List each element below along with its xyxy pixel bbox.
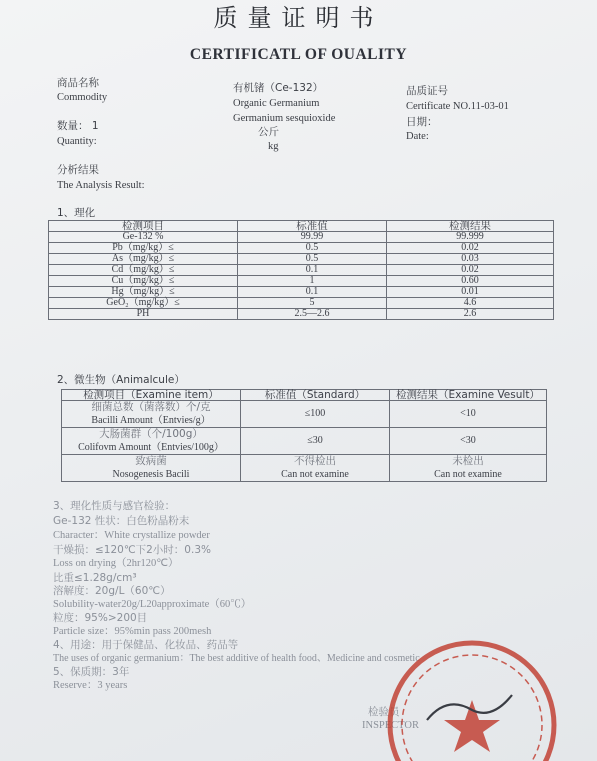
table-row xyxy=(62,455,547,482)
item-cell xyxy=(62,401,241,428)
section-2-title: 2、微生物（Animalcule） xyxy=(57,374,185,386)
table-row xyxy=(62,428,547,455)
standard-cell: 0.5 xyxy=(238,243,387,254)
item-name-en: Nosogenesis Bacili xyxy=(112,469,190,480)
item-cell xyxy=(62,428,241,455)
table-row xyxy=(49,298,554,309)
standard-cell: ≤30 xyxy=(241,428,390,455)
solubility-en: Solubility-water20g/L20approximate（60℃） xyxy=(53,599,252,610)
section-1-title: 1、理化 xyxy=(57,207,96,219)
standard-zh: 不得检出 xyxy=(294,455,336,467)
item-cell: PH xyxy=(49,309,238,320)
microbe-table xyxy=(61,389,547,482)
result-cell xyxy=(390,455,547,482)
item-name-zh: 致病菌 xyxy=(135,455,167,467)
table-row xyxy=(49,254,554,265)
date-label-zh: 日期： xyxy=(406,116,438,128)
result-cell: 99.999 xyxy=(387,232,554,243)
company-seal-stamp xyxy=(372,620,572,761)
result-cell: <30 xyxy=(390,428,547,455)
standard-cell: ≤100 xyxy=(241,401,390,428)
standard-cell: 2.5—2.6 xyxy=(238,309,387,320)
title-chinese: 质量证明书 xyxy=(213,4,384,32)
date-label-en: Date: xyxy=(406,131,429,142)
column-header-result: 检测结果 xyxy=(387,221,554,232)
result-cell: <10 xyxy=(390,401,547,428)
section-3-title: 3、理化性质与感官检验： xyxy=(53,500,176,512)
character-en: Character：White crystallize powder xyxy=(53,530,210,541)
product-name-zh: 有机锗（Ce-132） xyxy=(233,82,324,94)
result-cell: 0.02 xyxy=(387,265,554,276)
standard-cell: 99.99 xyxy=(238,232,387,243)
result-cell: 0.03 xyxy=(387,254,554,265)
physicochemical-table xyxy=(48,220,554,320)
table-header-row xyxy=(62,390,547,401)
inspector-label-en: INSPECTOR xyxy=(362,720,419,731)
result-cell: 2.6 xyxy=(387,309,554,320)
product-name-en: Organic Germanium xyxy=(233,98,320,109)
solubility-zh: 溶解度：20g/L（60℃） xyxy=(53,585,171,597)
item-cell: Ge-132 % xyxy=(49,232,238,243)
loss-drying-zh: 干燥损：≤120℃下2小时：0.3% xyxy=(53,544,211,556)
unit-en: kg xyxy=(268,141,279,152)
uses-en: The uses of organic germanium：The best additive of health food、Medicine and cosmetic xyxy=(53,653,420,664)
analysis-label-en: The Analysis Result: xyxy=(57,180,145,191)
result-cell: 0.02 xyxy=(387,243,554,254)
table-row xyxy=(62,401,547,428)
table-row xyxy=(49,276,554,287)
column-header-standard: 标准值 xyxy=(238,221,387,232)
inspector-label-zh: 检验员 xyxy=(368,706,400,718)
result-en: Can not examine xyxy=(434,469,502,480)
analysis-label-zh: 分析结果 xyxy=(57,164,99,176)
standard-en: Can not examine xyxy=(281,469,349,480)
item-cell: Cu（mg/kg）≤ xyxy=(49,276,238,287)
table-row xyxy=(49,287,554,298)
item-cell: GeO₂（mg/kg）≤ xyxy=(49,298,238,309)
certificate-label-zh: 品质证号 xyxy=(406,85,448,97)
column-header-result: 检测结果（Examine Vesult） xyxy=(390,390,547,401)
standard-cell xyxy=(241,455,390,482)
table-row xyxy=(49,309,554,320)
column-header-item: 检测项目 xyxy=(49,221,238,232)
loss-drying-en: Loss on drying（2hr120℃） xyxy=(53,558,179,569)
quantity-label-zh: 数量： 1 xyxy=(57,120,99,132)
item-cell: As（mg/kg）≤ xyxy=(49,254,238,265)
table-row xyxy=(49,265,554,276)
standard-cell: 5 xyxy=(238,298,387,309)
particle-size-en: Particle size：95%min pass 200mesh xyxy=(53,626,212,637)
unit-zh: 公斤 xyxy=(258,126,279,138)
item-cell: Hg（mg/kg）≤ xyxy=(49,287,238,298)
title-english: CERTIFICATL OF OUALITY xyxy=(189,46,408,63)
commodity-label-en: Commodity xyxy=(57,92,108,103)
item-cell: Pb（mg/kg）≤ xyxy=(49,243,238,254)
shelf-life-zh: 5、保质期：3年 xyxy=(53,666,130,678)
item-name-zh: 细菌总数（菌落数）个/克 xyxy=(91,401,211,413)
item-name-zh: 大肠菌群（个/100g） xyxy=(99,428,203,440)
item-name-en: Bacilli Amount（Entvies/g） xyxy=(91,415,211,426)
shelf-life-en: Reserve：3 years xyxy=(53,680,128,691)
particle-size-zh: 粒度：95%>200目 xyxy=(53,612,148,624)
result-cell: 0.01 xyxy=(387,287,554,298)
uses-zh: 4、用途：用于保健品、化妆品、药品等 xyxy=(53,639,239,651)
table-row xyxy=(49,243,554,254)
column-header-item: 检测项目（Examine item） xyxy=(62,390,241,401)
result-cell: 4.6 xyxy=(387,298,554,309)
stamp-ring xyxy=(390,643,554,761)
commodity-label-zh: 商品名称 xyxy=(57,77,99,89)
quantity-label-en: Quantity: xyxy=(57,136,97,147)
standard-cell: 0.1 xyxy=(238,265,387,276)
standard-cell: 0.1 xyxy=(238,287,387,298)
character-zh: Ge-132 性状：白色粉晶粉末 xyxy=(53,515,190,527)
density: 比重≤1.28g/cm³ xyxy=(53,572,137,584)
certificate-number: Certificate NO.11-03-01 xyxy=(406,101,509,112)
table-row xyxy=(49,232,554,243)
product-name-en-2: Germanium sesquioxide xyxy=(233,113,336,124)
standard-cell: 0.5 xyxy=(238,254,387,265)
item-cell: Cd（mg/kg）≤ xyxy=(49,265,238,276)
result-zh: 未检出 xyxy=(452,455,484,467)
standard-cell: 1 xyxy=(238,276,387,287)
column-header-standard: 标准值（Standard） xyxy=(241,390,390,401)
item-cell xyxy=(62,455,241,482)
item-name-en: Colifovm Amount（Entvies/100g） xyxy=(78,442,224,453)
result-cell: 0.60 xyxy=(387,276,554,287)
table-header-row xyxy=(49,221,554,232)
